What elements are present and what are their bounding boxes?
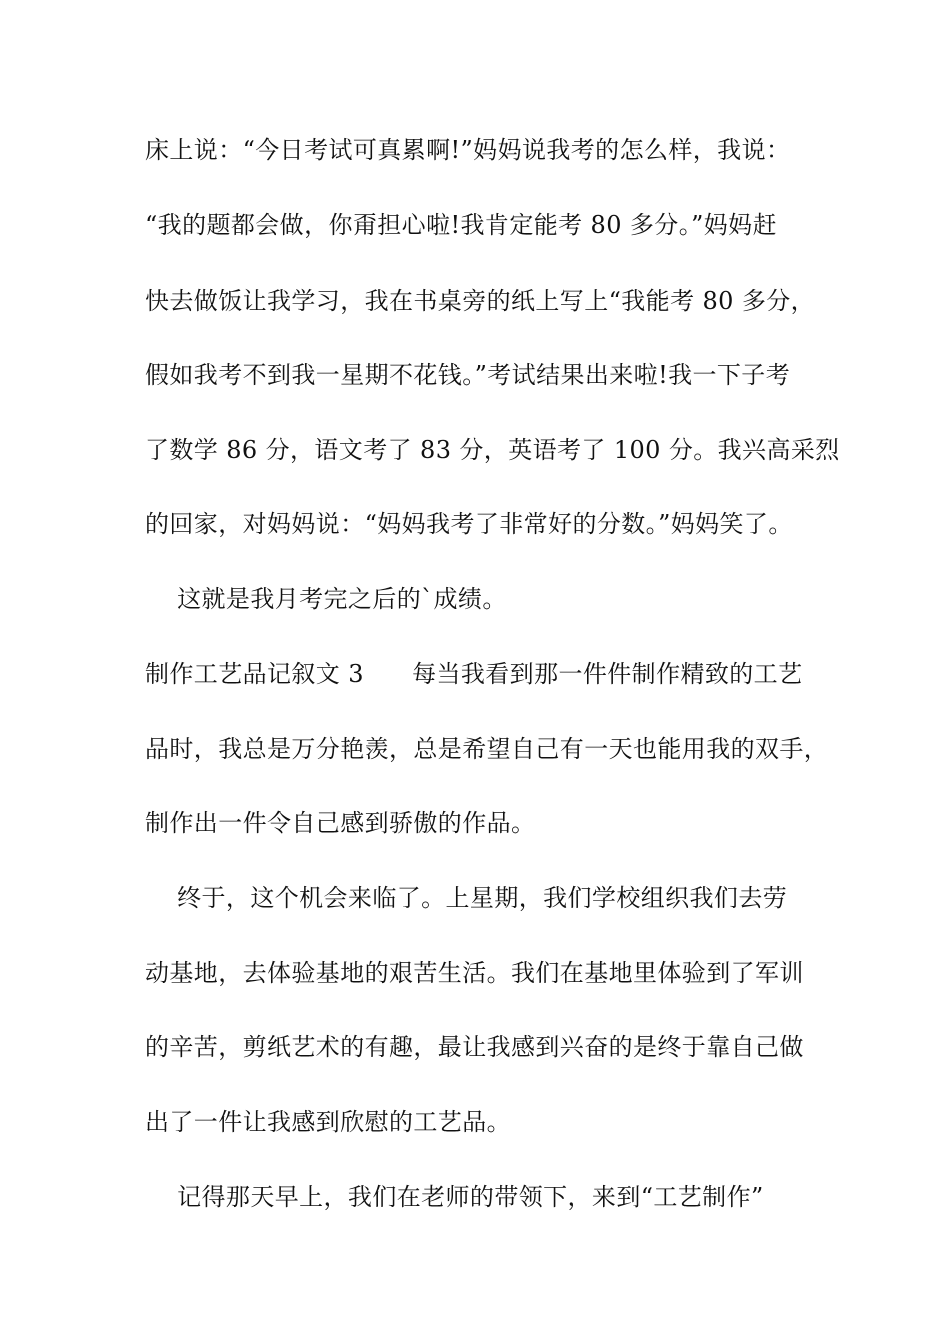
text-line: “我的题都会做，你甭担心啦!我肯定能考 80 多分。”妈妈赶 (145, 211, 777, 239)
text-line: 床上说：“今日考试可真累啊!”妈妈说我考的怎么样，我说： (145, 136, 791, 164)
text-line: 的回家，对妈妈说：“妈妈我考了非常好的分数。”妈妈笑了。 (145, 510, 793, 538)
text-line: 了数学 86 分，语文考了 83 分，英语考了 100 分。我兴高采烈 (145, 436, 840, 464)
text-line: 的辛苦，剪纸艺术的有趣，最让我感到兴奋的是终于靠自己做 (145, 1033, 804, 1061)
text-line: 品时，我总是万分艳羡，总是希望自己有一天也能用我的双手， (145, 735, 829, 763)
section-heading-line: 制作工艺品记叙文 3 每当我看到那一件件制作精致的工艺 (145, 660, 803, 688)
text-line: 假如我考不到我一星期不花钱。”考试结果出来啦!我一下子考 (145, 361, 791, 389)
text-line: 出了一件让我感到欣慰的工艺品。 (145, 1108, 511, 1136)
text-line: 快去做饭让我学习，我在书桌旁的纸上写上“我能考 80 多分， (145, 287, 816, 315)
text-line: 这就是我月考完之后的`成绩。 (145, 585, 507, 613)
text-line: 动基地，去体验基地的艰苦生活。我们在基地里体验到了军训 (145, 959, 804, 987)
text-line: 制作出一件令自己感到骄傲的作品。 (145, 809, 536, 837)
text-line: 记得那天早上，我们在老师的带领下，来到“工艺制作” (145, 1183, 764, 1211)
text-line: 终于，这个机会来临了。上星期，我们学校组织我们去劳 (145, 884, 788, 912)
